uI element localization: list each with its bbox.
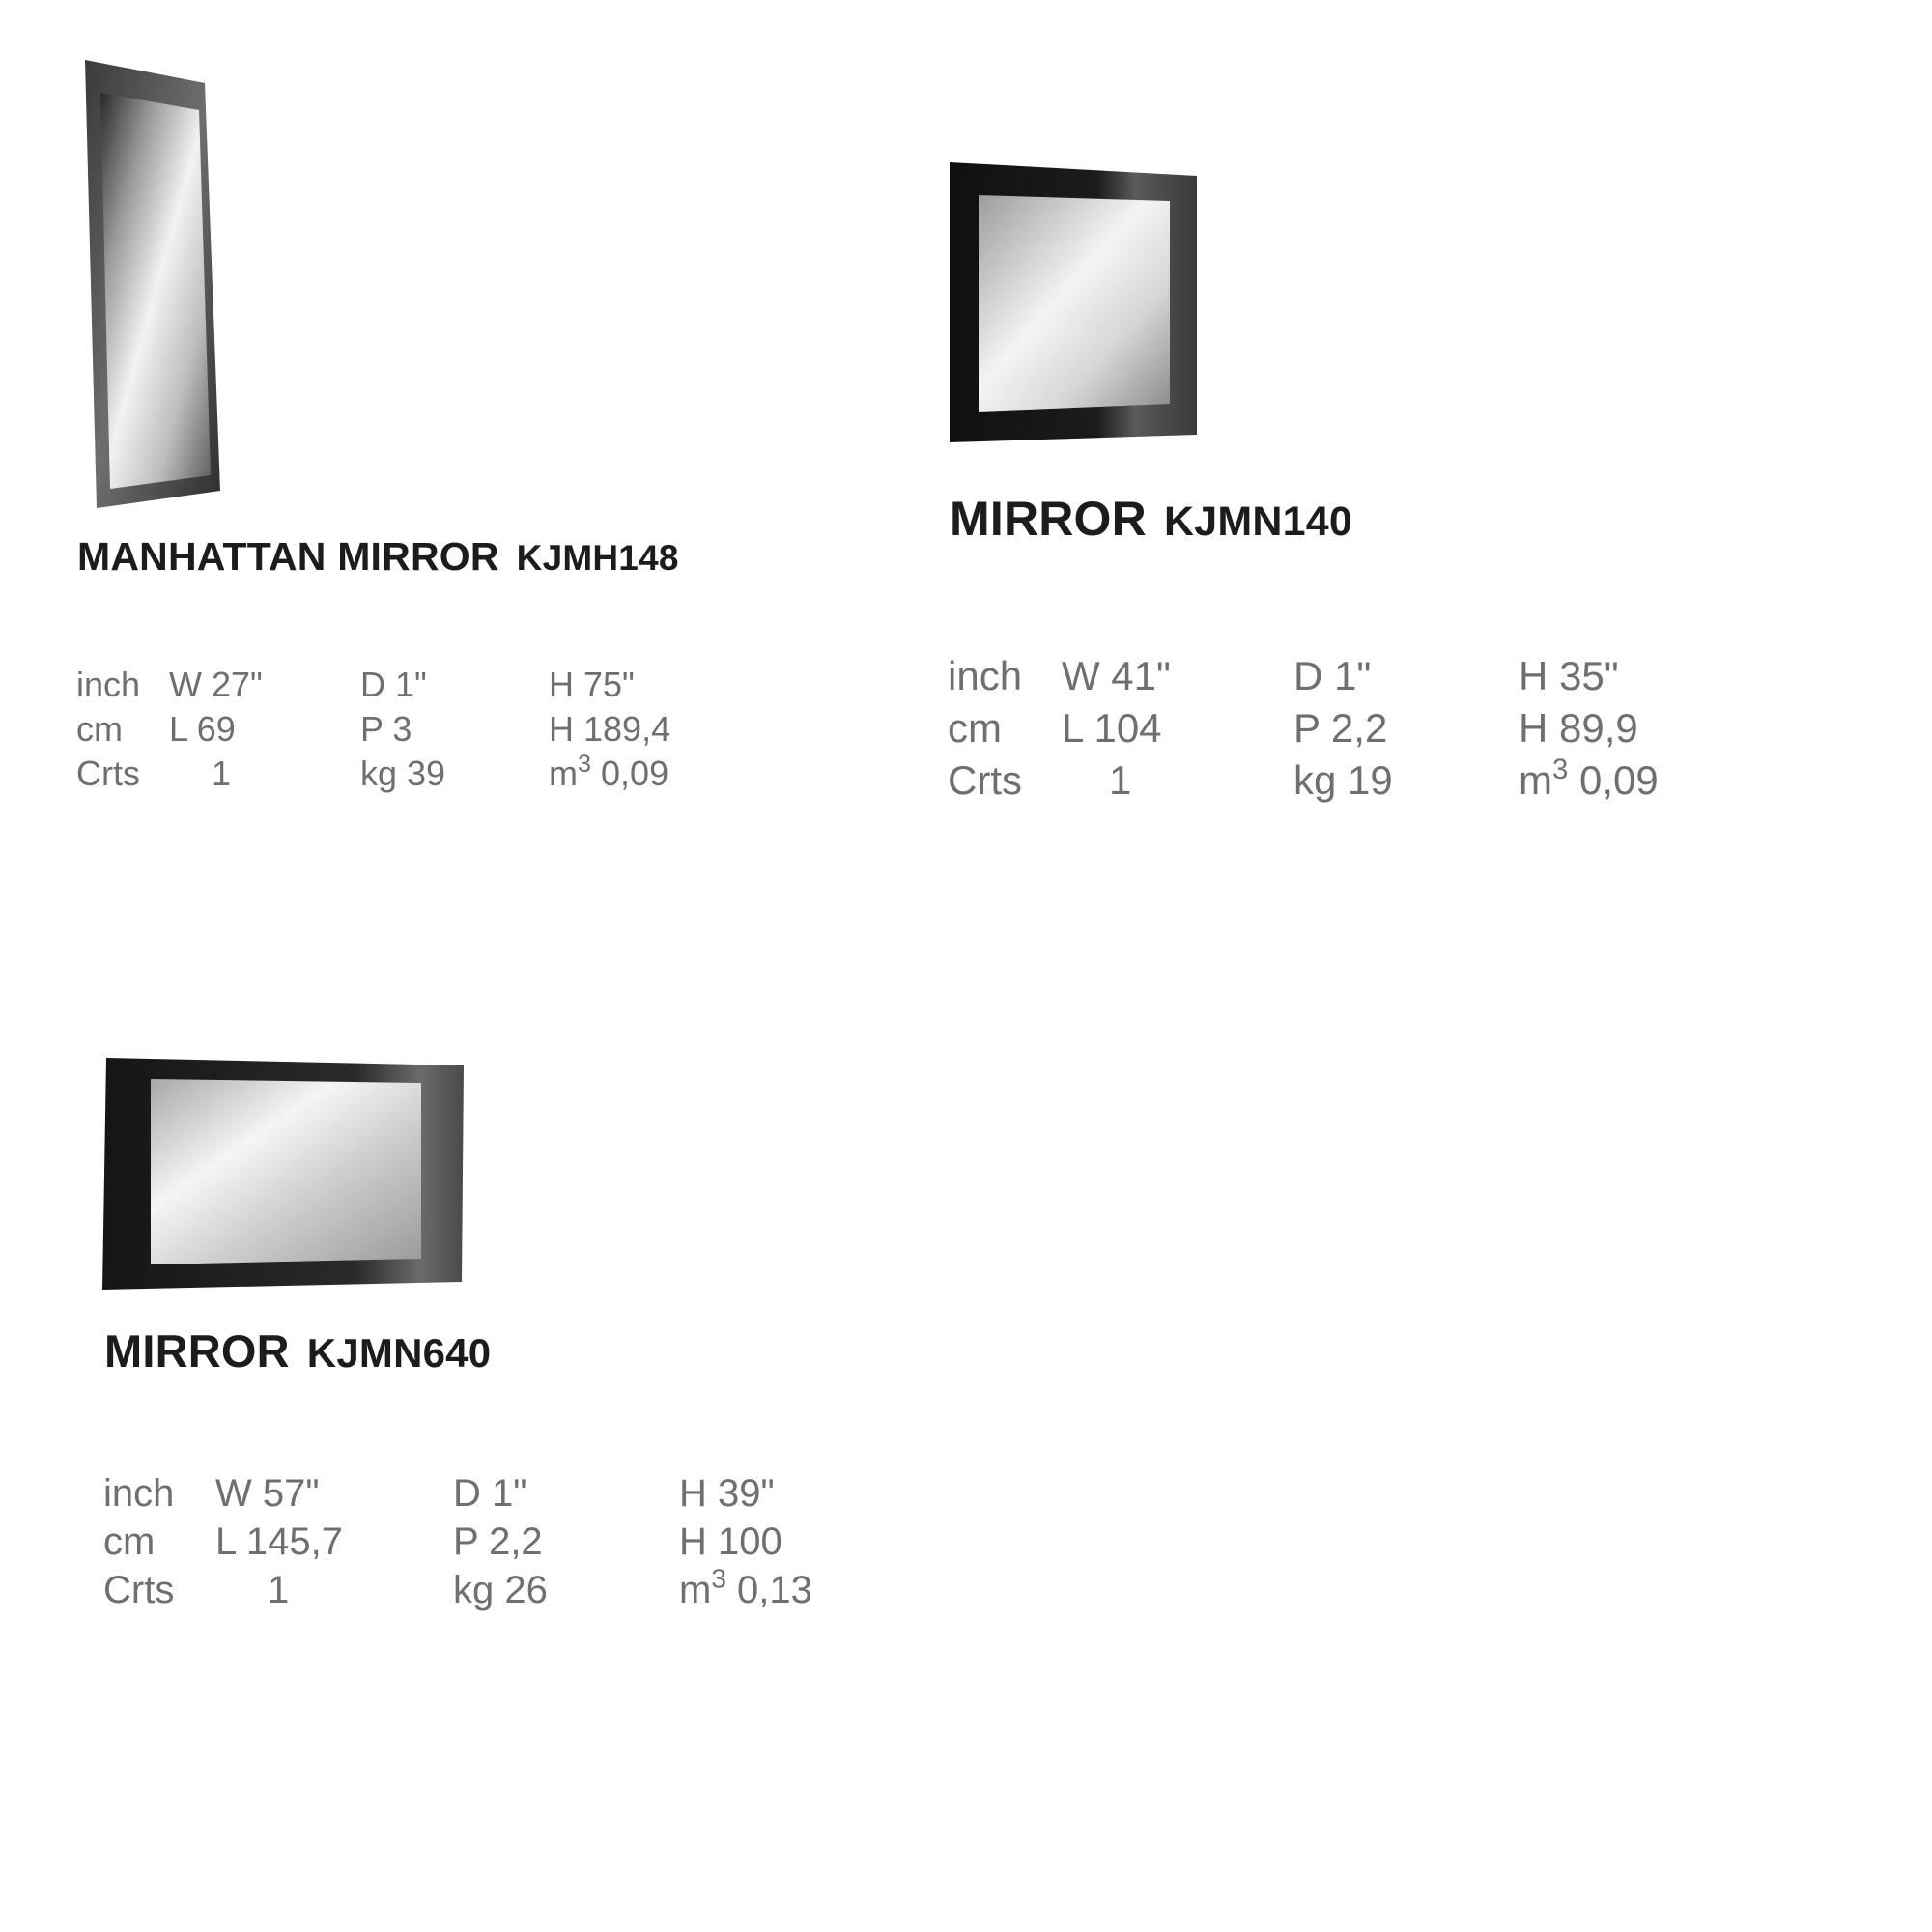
- spec-cartons: 1: [1109, 757, 1132, 803]
- spec-depth: D 1": [1293, 653, 1372, 698]
- unit-label: Crts: [76, 753, 140, 793]
- spec-depth: P 3: [360, 709, 412, 749]
- spec-weight: kg 19: [1293, 757, 1393, 803]
- unit-label: inch: [103, 1472, 175, 1515]
- spec-width: W 41": [1062, 653, 1171, 698]
- spec-cartons: 1: [212, 753, 232, 793]
- product-name: MIRROR: [950, 492, 1147, 546]
- spec-depth: D 1": [453, 1472, 527, 1515]
- spec-height: H 100: [679, 1520, 782, 1563]
- spec-height: H 39": [679, 1472, 775, 1515]
- unit-label: inch: [76, 665, 141, 704]
- product-mirror-kjmn640: [0, 0, 966, 1739]
- spec-weight: kg 26: [453, 1569, 548, 1611]
- spec-depth: P 2,2: [453, 1520, 543, 1563]
- spec-depth: D 1": [360, 665, 427, 704]
- spec-weight: kg 39: [360, 753, 446, 793]
- unit-label: Crts: [948, 757, 1022, 803]
- wide-mirror-image: [102, 1058, 464, 1290]
- product-code: KJMN640: [306, 1330, 492, 1376]
- product-name: MANHATTAN MIRROR: [77, 534, 499, 579]
- spec-volume: $m^3$ 0,09: [1519, 753, 1659, 803]
- square-mirror-image: [950, 162, 1197, 442]
- product-title: [950, 491, 1352, 547]
- product-name: MIRROR: [104, 1325, 290, 1377]
- unit-label: Crts: [103, 1569, 175, 1611]
- spec-height: H 35": [1519, 653, 1619, 698]
- spec-width: W 27": [169, 665, 263, 704]
- spec-height: H 189,4: [549, 709, 671, 749]
- spec-volume: $m^3$ 0,09: [549, 751, 669, 793]
- spec-volume: $m^3$ 0,13: [679, 1563, 812, 1611]
- spec-length: L 69: [169, 709, 236, 749]
- product-code: KJMH148: [516, 538, 679, 578]
- spec-depth: P 2,2: [1293, 705, 1388, 751]
- spec-width: W 57": [215, 1472, 320, 1515]
- unit-label: cm: [76, 709, 123, 749]
- unit-label: cm: [103, 1520, 156, 1563]
- unit-label: cm: [948, 705, 1002, 751]
- spec-height: H 89,9: [1519, 705, 1638, 751]
- product-title: [104, 1324, 491, 1378]
- spec-cartons: 1: [268, 1569, 290, 1611]
- product-code: KJMN140: [1163, 498, 1352, 545]
- spec-length: L 104: [1062, 705, 1162, 751]
- spec-height: H 75": [549, 665, 635, 704]
- unit-label: inch: [948, 653, 1023, 698]
- spec-length: L 145,7: [215, 1520, 343, 1563]
